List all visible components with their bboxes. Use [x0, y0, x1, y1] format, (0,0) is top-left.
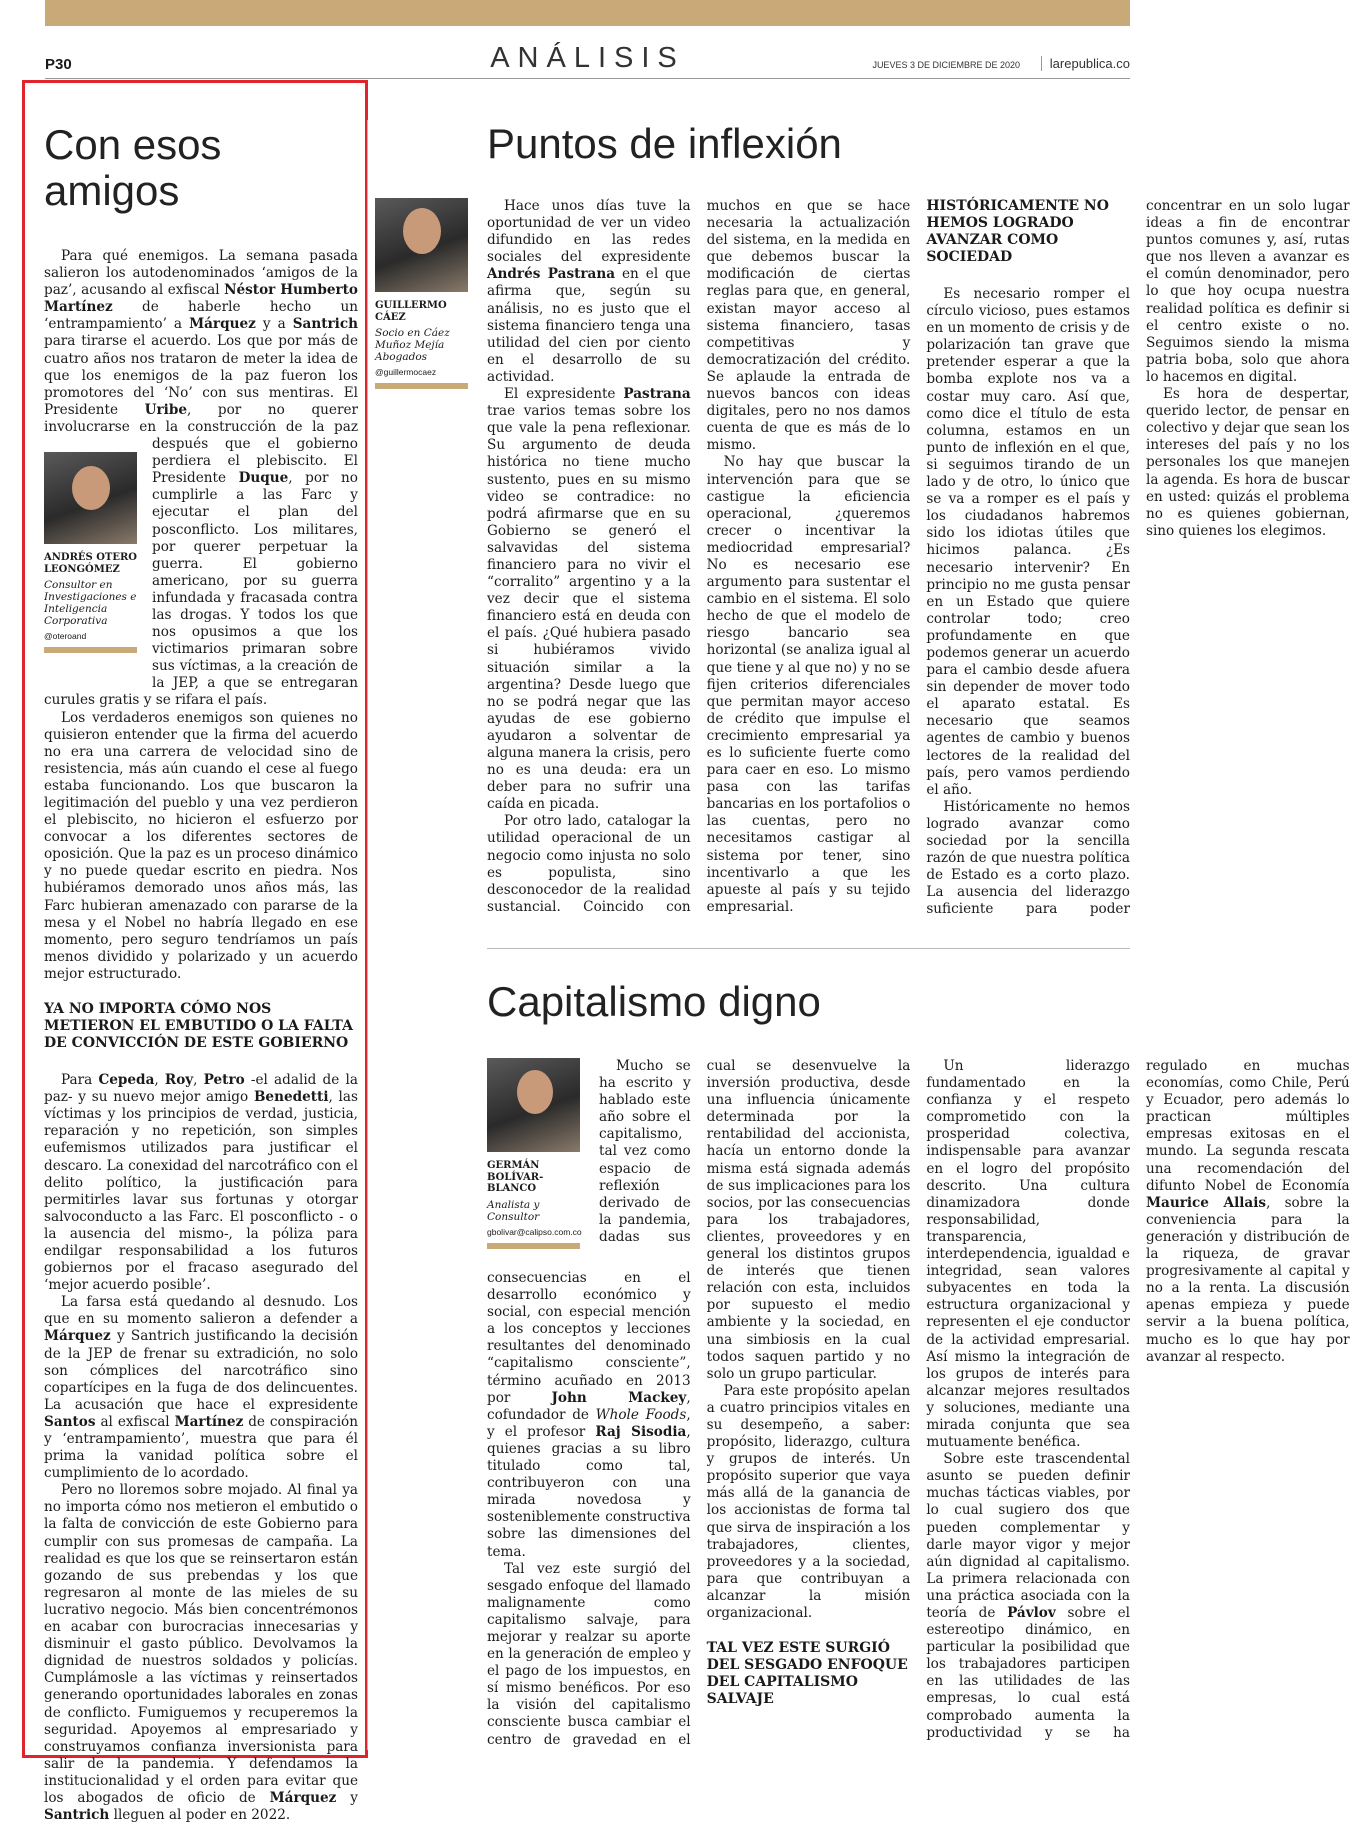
article2-author — [375, 198, 468, 389]
paragraph: Para Cepeda, Roy, Petro -el adalid de la paz- y su nuevo mejor amigo Benedetti, las víctimas y los principios de verdad, justicia, reparación y no repetición, son simples eufemismos utilizados para justificar el descaro. La conexidad del narcotráfico con el delito político, la justificación para permitirles lavar sus fortunas y otorgar salvoconducto a las Farc. El posconflicto - o la ausencia del mismo-, la póliza para endilgar responsabilidad a los futuros gobiernos por el fracaso asegurado del ‘mejor acuerdo posible’. — [44, 1072, 358, 1294]
paragraph: Sobre este trascendental asunto se pueden definir muchas tácticas viables, por lo cual sugiero dos que pueden complementar y darle mayor vigor y mejor aún dignidad al capitalismo. La primera relacionada con una práctica asociada con la teoría de Pávlov sobre el estereotipo dinámico, en particular la posibilidad que los trabajadores participen en las utilidades de las empresas, lo cual está comprobado aumenta la productividad y se ha regulado en muchas economías, como Chile, Perú y Ecuador, pero además lo practican múltiples empresas exitosas en el mundo. La segunda rescata una recomendación del difunto Nobel de Economía Maurice Allais, sobre la conveniencia para la generación y distribución de la riqueza, de gravar progresivamente al capital y no a la renta. La discusión apenas empieza y puede servir a la buena política, mucho es lo que hay por avanzar al respecto. — [926, 1058, 1350, 1741]
paragraph: Mucho se ha escrito y hablado este año sobre el capitalismo, tal vez como espacio de reflexión derivado de la pandemia, dadas sus consecuencias en el desarrollo económico y social, con especial mención a los conceptos y lecciones resultantes del denominado “capitalismo consciente”, término acuñado en 2013 por John Mackey, cofundador de Whole Foods, y el profesor Raj Sisodia, quienes gracias a su libro titulado como tal, contribuyeron con una mirada novedosa y sosteniblemente constructiva sobre las dimensiones del tema. — [487, 1058, 691, 1560]
paragraph: No hay que buscar la intervención para que se castigue la eficiencia operacional, ¿queremos crecer o incentivar la mediocridad empresarial? No es necesario ese argumento para sustentar el cambio en el sistema. El solo hecho de que el modelo de riesgo bancario sea horizontal (se analiza igual al que tiene y al que no) y no se fijen criterios diferenciales que permitan mayor acceso de crédito que impulse el crecimiento empresarial ya es lo suficiente fuerte como para caer en eso. Lo mismo pasa con las tarifas bancarias en los portafolios o las cuentas, pero no necesitamos castigar al sistema por tener, sino incentivarlo a que les apueste al país y su tejido empresarial. — [706, 454, 911, 915]
author-photo — [375, 198, 468, 292]
top-color-bar — [45, 0, 1130, 26]
column-divider — [367, 120, 368, 1750]
article1-title: Con esos amigos — [44, 121, 222, 215]
author-role: Consultor en Investigaciones e Inteligencia Corporativa — [44, 579, 137, 627]
article3-title: Capitalismo digno — [487, 978, 821, 1025]
article2-body — [487, 198, 1350, 923]
site-name: larepublica.co — [1041, 56, 1130, 71]
article-divider — [487, 948, 1130, 949]
paragraph: Para qué enemigos. La semana pasada salieron los autodenominados ‘amigos de la paz’, acusando al exfiscal Néstor Humberto Martínez de haberle hecho un ‘entrampamiento’ a Márquez y a Santrich para tirarse el acuerdo. Los que por más de cuatro años nos trataron de meter la idea de que los enemigos de la paz fueron los promotores del ‘No’ con sus mentiras. El Presidente Uribe, por no querer involucrarse en la construcción de la paz después que el gobierno perdiera el plebiscito. El Presidente Duque, por no cumplirle a las Farc y ejecutar el plan del posconflicto. Los militares, por querer perpetuar la guerra. El gobierno americano, por su guerra infundada y fracasada contra las drogas. Y todos los que nos opusimos a que los victimarios primaran sobre sus víctimas, a la creación de la JEP, a que se entregaran curules gratis y se rifara el país. — [44, 248, 359, 709]
issue-date: JUEVES 3 DE DICIEMBRE DE 2020 — [872, 60, 1020, 70]
author-handle: @guillermocaez — [375, 367, 437, 377]
subheading: YA NO IMPORTA CÓMO NOS METIERON EL EMBUTIDO O LA FALTA DE CONVICCIÓN DE ESTE GOBIERNO — [44, 1001, 353, 1052]
section-title: ANÁLISIS — [490, 42, 685, 74]
author-role: Socio en Cáez Muñoz Mejía Abogados — [375, 327, 450, 363]
paragraph: Pero no lloremos sobre mojado. Al final ya no importa cómo nos metieron el embutido o la falta de convicción de este Gobierno para cumplir con sus promesas de campaña. La realidad es que los que se reinsertaron están gozando de sus prebendas y los que regresaron al monte de las mieles de su lucrativo negocio. Más bien concentrémonos en acabar con burocracias innecesarias y disminuir el gasto público. Devolvamos la dignidad de nuestros soldados y policías. Cumplámosle a las víctimas y reinsertados generando oportunidades laborales en zonas de conflicto. Fumiguemos y recuperemos la seguridad. Apoyemos al empresariado y construyamos confianza inversionista para salir de la pandemia. Y defendamos la institucionalidad y el orden para evitar que los abogados de oficio de Márquez y Santrich lleguen al poder en 2022. — [44, 1482, 358, 1824]
paragraph: Históricamente no hemos logrado avanzar como sociedad por la sencilla razón de que nuestra política de Estado es a corto plazo. La ausencia del liderazgo suficiente para poder concentrar en un solo lugar ideas a fin de encontrar puntos comunes y, así, rutas que nos lleven a avanzar es el común denominador, pero lo que hoy ocupa nuestra realidad política es definir si el centro existe o no. Seguimos siendo la misma patria boba, solo que ahora lo hacemos en digital. — [926, 198, 1350, 918]
paragraph: Un liderazgo fundamentado en la confianza y el respeto comprometido con la prosperidad colectiva, indispensable para avanzar en el logro del propósito descrito. Una cultura dinamizadora donde responsabilidad, transparencia, interdependencia, igualdad e integridad, sean valores subyacentes en toda la estructura organizacional y representen el eje conductor de la actividad empresarial. Así mismo la integración de los grupos de interés para alcanzar mejores resultados y soluciones, mediante una mirada conjunta que sea mutuamente benéfica. — [926, 1058, 1130, 1451]
author-handle: @oteroand — [44, 631, 87, 641]
paragraph: Por otro lado, catalogar la utilidad operacional de un negocio como injusta no solo es populista, sino desconocedor de la realidad sustancial. Coincido con muchos en que se hace necesaria la actualización del sistema, en la medida en que debemos buscar la modificación de ciertas reglas para que, en general, existan mayor acceso al sistema financiero, tasas competitivas y democratización del crédito. Se aplaude la entrada de nuevos bancos con ideas digitales, pero no nos damos cuenta de que es más de lo mismo. — [487, 198, 911, 915]
author-role: Analista y Consultor — [487, 1198, 540, 1223]
subheading: HISTÓRICAMENTE NO HEMOS LOGRADO AVANZAR COMO SOCIEDAD — [926, 198, 1109, 265]
paragraph: El expresidente Pastrana trae varios temas sobre los que vale la pena reflexionar. Su argumento de deuda histórica no tiene mucho sustento, pues en su mismo video se contradice: no podrá afirmarse que en su Gobierno se generó el salvavidas del sistema financiero para no vivir el “corralito” argentino y a la vez decir que el sistema financiero está en deuda con el país. ¿Qué hubiera pasado si hubiéramos vivido situación similar a la argentina? Desde luego que no se podrá negar que las ayudas de ese gobierno ayudaron a solventar de alguna manera la crisis, pero no es una deuda: era un deber para no sufrir una caída en picada. — [487, 386, 691, 813]
paragraph: Tal vez este surgió del sesgado enfoque del llamado malignamente como capitalismo salvaje, para mejorar y realzar su aporte en la generación de empleo y el pago de los impuestos, en sí mismo benéficos. Por eso la visión del capitalismo consciente busca cambiar el centro de gravedad en el cual se desenvuelve la inversión productiva, desde una influencia únicamente determinada por la rentabilidad del accionista, hacía un entorno donde la misma está signada además de sus implicaciones para los socios, por las consecuencias para los trabajadores, clientes, proveedores y en general los distintos grupos de interés que tienen relación con esta, incluidos por supuesto el medio ambiente y la sociedad, en una simbiosis en la cual todos saquen partido y no solo un grupo particular. — [487, 1058, 911, 1748]
paragraph: Para este propósito apelan a cuatro principios vitales en su desempeño, a saber: propósito, liderazgo, cultura y grupos de interés. Un propósito superior que vaya más allá de la ganancia de los accionistas de forma tal que sirva de inspiración a los trabajadores, clientes, proveedores y a la sociedad, para que contribuyan a alcanzar la misión organizacional. — [706, 1382, 911, 1621]
page-header — [45, 42, 1130, 79]
paragraph: Hace unos días tuve la oportunidad de ver un video difundido en las redes sociales del expresidente Andrés Pastrana en el que afirma que, según su análisis, no es justo que el sistema financiero tenga una utilidad del cien por ciento en el desarrollo de su actividad. — [487, 198, 691, 385]
paragraph: La farsa está quedando al desnudo. Los que en su momento salieron a defender a Márquez y Santrich justificando la decisión de la JEP de frenar su extradición, no solo son cómplices del narcotráfico sino copartícipes en la fuga de dos delincuentes. La acusación que hace el expresidente Santos al exfiscal Martínez de conspiración y ‘entrampamiento’, muestra que para él prima la vanidad política sobre el cumplimiento de lo acordado. — [44, 1294, 358, 1482]
author-name: GERMÁN BOLÍVAR- BLANCO — [487, 1160, 544, 1194]
author-name: GUILLERMO CÁEZ — [375, 300, 447, 323]
subheading: TAL VEZ ESTE SURGIÓ DEL SESGADO ENFOQUE DEL CAPITALISMO SALVAJE — [706, 1640, 908, 1708]
page-number: P30 — [45, 56, 72, 73]
paragraph: Los verdaderos enemigos son quienes no quisieron entender que la firma del acuerdo no era una carrera de velocidad sino de resistencia, más aún cuando el cese al fuego estaba funcionando. Los que buscaron la legitimación del pueblo y una vez perdieron el plebiscito, no hicieron el esfuerzo por convocar a los diferentes sectores de oposición. Que la paz es un proceso dinámico y no puede quedar escrito en piedra. Nos hubiéramos demorado unos años más, las Farc hubieran amenazado con pararse de la mesa y el Nobel no habría llegado en ese momento, pero seguro tendríamos un país menos dividido y polarizado y un acuerdo mejor estructurado. — [44, 709, 358, 982]
article1-body — [44, 248, 358, 1824]
article3-body — [487, 1058, 1350, 1758]
author-handle: gbolivar@calipso.com.co — [487, 1226, 582, 1237]
article2-title: Puntos de inflexión — [487, 120, 842, 167]
paragraph: Es necesario romper el círculo vicioso, pues estamos en un momento de crisis y de polarización tan grave que pretender esperar a que la bomba explote nos va a costar muy caro. Así que, como dice el título de esta columna, estamos en un punto de inflexión en el que, si seguimos tirando de un lado y de otro, lo único que se va a romper es el país y los ciudadanos habremos sido los idiotas útiles que hicimos palanca. ¿Es necesario intervenir? En principio no me gusta pensar en un Estado que quiere controlar todo; creo profundamente en que podemos generar un acuerdo para el cambio desde afuera sin depender de mover todo el aparato estatal. Es necesario que seamos agentes de cambio y buenos lectores de la realidad del país, pero vamos perdiendo el año. — [926, 286, 1130, 798]
author-name: ANDRÉS OTERO LEONGÓMEZ — [44, 552, 138, 575]
paragraph: Es hora de despertar, querido lector, de pensar en colectivo y dejar que sean los intereses del país y no los personales los que manejen la agenda. Es hora de buscar en usted: quizás el problema no es quienes gobiernan, sino quienes los elegimos. — [1145, 386, 1350, 539]
